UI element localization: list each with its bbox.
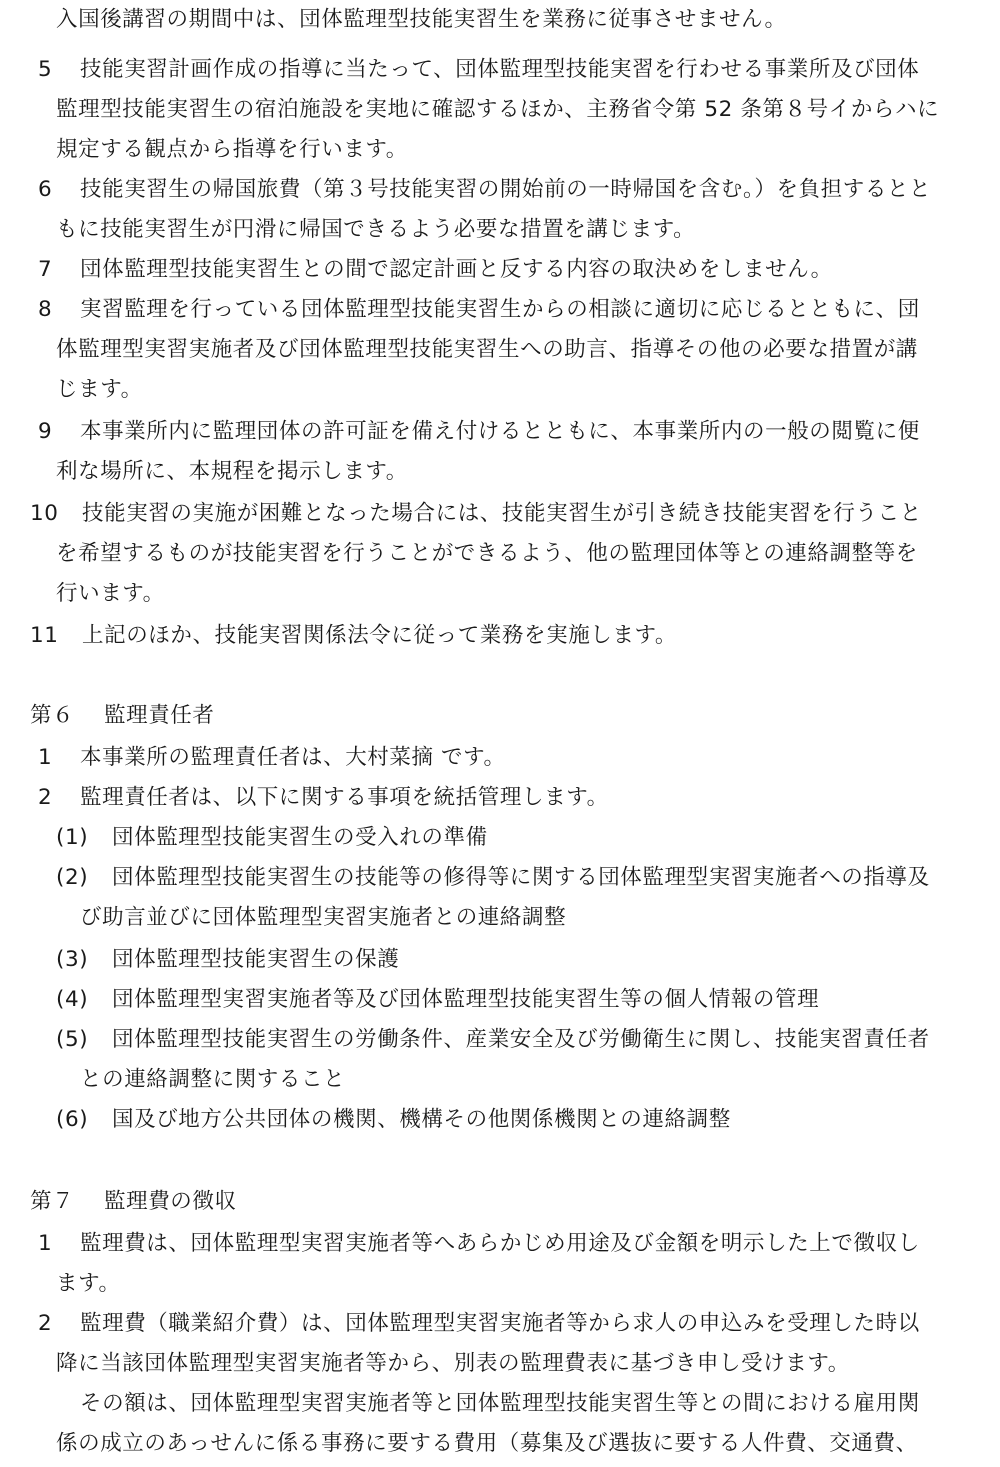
sub-item-text: 団体監理型実習実施者等及び団体監理型技能実習生等の個人情報の管理 [112,987,820,1012]
sub-item-text: 団体監理型技能実習生の労働条件、産業安全及び労働衛生に関し、技能実習責任者 [112,1027,930,1052]
item-text: 技能実習計画作成の指導に当たって、団体監理型技能実習を行わせる事業所及び団体 [80,57,920,82]
section-number: 第７ [30,1189,75,1214]
sub-item-number: (6) [56,1107,89,1132]
text-line: 利な場所に、本規程を掲示します。 [56,459,408,484]
sub-item-number: (4) [56,987,89,1012]
text-line: び助言並びに団体監理型実習実施者との連絡調整 [80,905,567,930]
item-text: 監理費は、団体監理型実習実施者等へあらかじめ用途及び金額を明示した上で徴収し [80,1231,920,1256]
item-text: 技能実習の実施が困難となった場合には、技能実習生が引き続き技能実習を行うこと [82,501,922,526]
item-number: 9 [38,419,53,444]
item-text: 技能実習生の帰国旅費（第３号技能実習の開始前の一時帰国を含む。）を負担するとと [80,177,932,202]
text-line: との連絡調整に関すること [80,1067,346,1092]
sub-item-number: (3) [56,947,89,972]
sub-item-text: 国及び地方公共団体の機関、機構その他関係機関との連絡調整 [112,1107,731,1132]
sub-item-text: 団体監理型技能実習生の受入れの準備 [112,825,488,850]
item-number: 1 [38,1231,53,1256]
item-text: 監理費（職業紹介費）は、団体監理型実習実施者等から求人の申込みを受理した時以 [80,1311,920,1336]
item-number: 1 [38,745,53,770]
item-text: 本事業所の監理責任者は、大村菜摘 です。 [80,745,506,770]
text-line: 監理型技能実習生の宿泊施設を実地に確認するほか、主務省令第 52 条第８号イからハに [56,97,940,122]
item-text: 監理責任者は、以下に関する事項を統括管理します。 [80,785,609,810]
text-line: を希望するものが技能実習を行うことができるよう、他の監理団体等との連絡調整等を [56,541,918,566]
item-number: 7 [38,257,53,282]
item-number: 6 [38,177,53,202]
text-line: 行います。 [56,581,165,606]
item-number: 2 [38,785,53,810]
sub-item-number: (1) [56,825,89,850]
text-line: ます。 [56,1271,121,1296]
section-title: 監理責任者 [104,703,215,728]
text-line: 規定する観点から指導を行います。 [56,137,408,162]
item-text: 実習監理を行っている団体監理型技能実習生からの相談に適切に応じるとともに、団 [80,297,920,322]
text-line: 体監理型実習実施者及び団体監理型技能実習生への助言、指導その他の必要な措置が講 [56,337,918,362]
text-line: 係の成立のあっせんに係る事務に要する費用（募集及び選抜に要する人件費、交通費、 [56,1431,918,1456]
sub-item-number: (2) [56,865,89,890]
item-number: 5 [38,57,53,82]
item-number: 8 [38,297,53,322]
item-text: 団体監理型技能実習生との間で認定計画と反する内容の取決めをしません。 [80,257,833,282]
section-number: 第６ [30,703,75,728]
item-number: 10 [30,501,59,526]
sub-item-number: (5) [56,1027,89,1052]
item-number: 11 [30,623,59,648]
sub-item-text: 団体監理型技能実習生の技能等の修得等に関する団体監理型実習実施者への指導及 [112,865,930,890]
text-line: もに技能実習生が円滑に帰国できるよう必要な措置を講じます。 [56,217,696,242]
item-number: 2 [38,1311,53,1336]
text-line: じます。 [56,377,143,402]
item-text: 上記のほか、技能実習関係法令に従って業務を実施します。 [82,623,677,648]
text-line: その額は、団体監理型実習実施者等と団体監理型技能実習生等との間における雇用関 [80,1391,920,1416]
sub-item-text: 団体監理型技能実習生の保護 [112,947,400,972]
section-title: 監理費の徴収 [104,1189,237,1214]
item-text: 本事業所内に監理団体の許可証を備え付けるとともに、本事業所内の一般の閲覧に便 [80,419,920,444]
text-line: 入国後講習の期間中は、団体監理型技能実習生を業務に従事させません。 [56,7,787,32]
text-line: 降に当該団体監理型実習実施者等から、別表の監理費表に基づき申し受けます。 [56,1351,850,1376]
